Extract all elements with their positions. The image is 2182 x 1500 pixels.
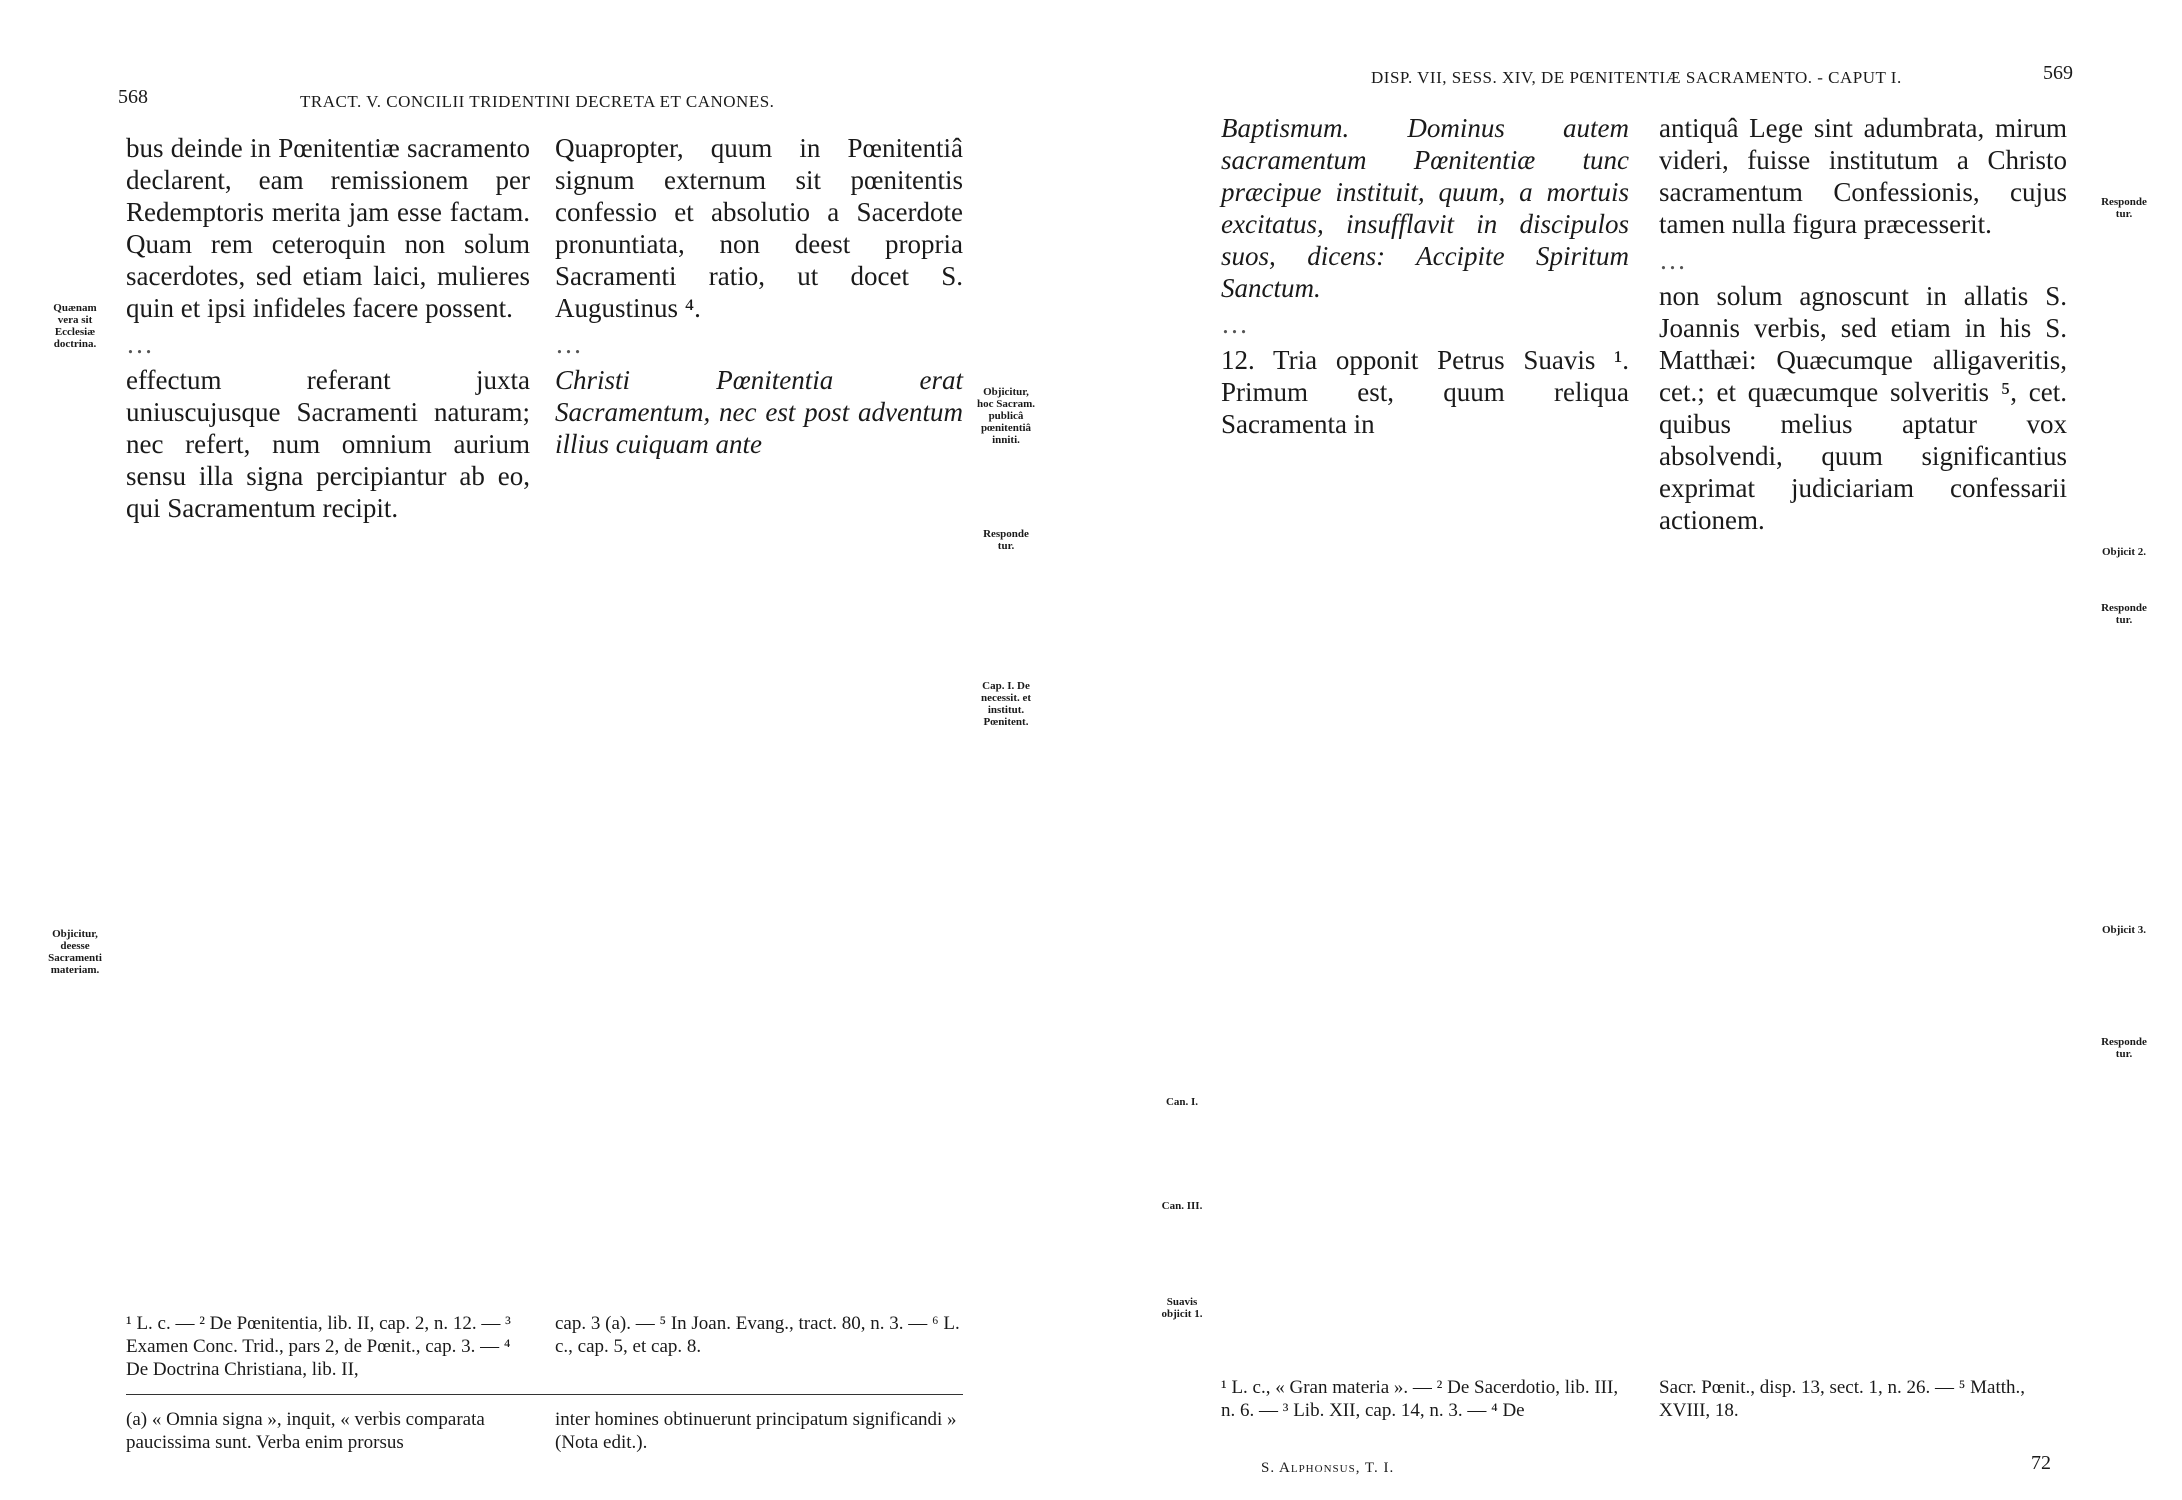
paragraph: Christi Pœnitentia erat Sacramentum, nec est post adventum illius cuiquam ante xyxy=(555,365,963,459)
page-number: 569 xyxy=(2043,62,2073,84)
paragraph: antiquâ Lege sint adumbrata, mirum videri, fuisse institutum a Christo sacramentum Confessionis, cujus tamen nulla figura præcesserit. xyxy=(1659,113,2067,239)
text-column-1 xyxy=(126,132,530,528)
margin-note: Can. I. xyxy=(1165,1096,1199,1108)
paragraph: Baptismum. Dominus autem sacramentum Pœnitentiæ tunc præcipue instituit, quum, a mortuis excitatus, insufflavit in discipulos suos, dicens: Accipite Spiritum Sanctum. xyxy=(1221,113,1629,303)
printer-signature: S. Alphonsus, T. I. xyxy=(1261,1460,1395,1476)
footnote: Sacr. Pœnit., disp. 13, sect. 1, n. 26. — ⁵ Matth., XVIII, 18. xyxy=(1659,1377,2026,1421)
margin-note: Objicit 3. xyxy=(2102,924,2146,936)
margin-note: Responde tur. xyxy=(983,528,1029,552)
omission-marker: … xyxy=(555,329,582,359)
running-head: DISP. VII, SESS. XIV, DE PŒNITENTIÆ SACRAMENTO. - CAPUT I. xyxy=(1371,68,1902,87)
signature-number: 72 xyxy=(2031,1452,2051,1474)
margin-note: Quænam vera sit Ecclesiæ doctrina. xyxy=(53,302,97,350)
footnote: cap. 3 (a). — ⁵ In Joan. Evang., tract. 80, n. 3. — ⁶ L. c., cap. 5, et cap. 8. xyxy=(555,1313,960,1357)
omission-marker: … xyxy=(1659,245,1686,275)
margin-note: Can. III. xyxy=(1161,1200,1203,1212)
margin-note: Objicit 2. xyxy=(2102,546,2146,558)
omission-marker: … xyxy=(126,329,153,359)
text-column-2 xyxy=(555,132,963,464)
margin-note: Responde tur. xyxy=(2101,196,2147,220)
editor-note: inter homines obtinuerunt principatum significandi » (Nota edit.). xyxy=(555,1409,957,1453)
margin-note: Suavis objicit 1. xyxy=(1161,1296,1203,1320)
running-head: TRACT. V. CONCILII TRIDENTINI DECRETA ET CANONES. xyxy=(300,92,775,111)
paragraph: Quapropter, quum in Pœnitentiâ signum externum sit pœnitentis confessio et absolutio a Sacerdote pronuntiata, non deest propria Sacramenti ratio, ut docet S. Augustinus ⁴. xyxy=(555,133,963,323)
omission-marker: … xyxy=(1221,309,1248,339)
editor-note: (a) « Omnia signa », inquit, « verbis comparata paucissima sunt. Verba enim prorsus xyxy=(126,1409,485,1453)
divider-rule xyxy=(126,1394,963,1395)
text-column-2 xyxy=(1659,112,2067,540)
margin-note: Responde tur. xyxy=(2101,602,2147,626)
text-column-1 xyxy=(1221,112,1629,444)
margin-note: Cap. I. De necessit. et institut. Pœnitent. xyxy=(980,680,1032,728)
paragraph: 12. Tria opponit Petrus Suavis ¹. Primum est, quum reliqua Sacramenta in xyxy=(1221,345,1629,439)
margin-note: Objicitur, deesse Sacramenti materiam. xyxy=(48,928,102,976)
paragraph: effectum referant juxta uniuscujusque Sacramenti naturam; nec refert, num omnium aurium sensu illa signa percipiantur ab eo, qui Sacramentum recipit. xyxy=(126,365,530,523)
footnote: ¹ L. c., « Gran materia ». — ² De Sacerdotio, lib. III, n. 6. — ³ Lib. XII, cap. 14, n. 3. — ⁴ De xyxy=(1221,1377,1619,1421)
footnote: ¹ L. c. — ² De Pœnitentia, lib. II, cap. 2, n. 12. — ³ Examen Conc. Trid., pars 2, de Pœnit., cap. 3. — ⁴ De Doctrina Christiana, lib. II, xyxy=(126,1313,511,1380)
margin-note: Responde tur. xyxy=(2101,1036,2147,1060)
margin-note: Objicitur, hoc Sacram. publicâ pœnitentiâ inniti. xyxy=(976,386,1036,446)
paragraph: non solum agnoscunt in allatis S. Joannis verbis, sed etiam in his S. Matthæi: Quæcumque alligaveritis, cet.; et quæcumque solveritis ⁵, cet. quibus melius aptatur vox absolvendi, quum significantius exprimat judiciariam confessarii actionem. xyxy=(1659,281,2067,535)
right-page xyxy=(1091,0,2182,1500)
page-number: 568 xyxy=(118,86,148,108)
paragraph: bus deinde in Pœnitentiæ sacramento declarent, eam remissionem per Redemptoris merita jam esse factam. Quam rem ceteroquin non solum sacerdotes, sed etiam laici, mulieres quin et ipsi infideles facere possent. xyxy=(126,133,530,323)
